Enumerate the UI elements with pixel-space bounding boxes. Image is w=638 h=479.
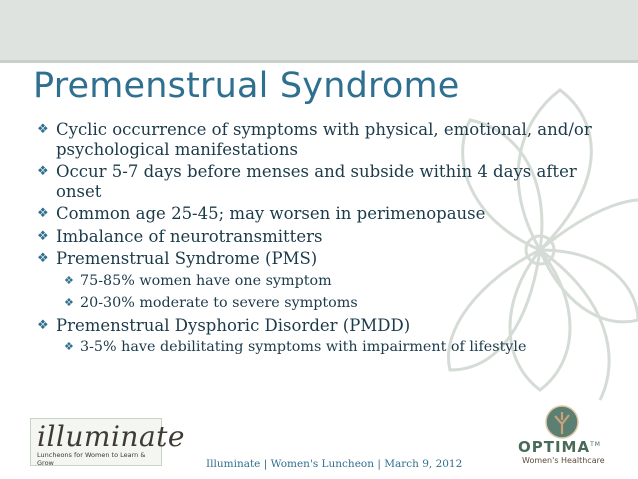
- sub-bullet-item: [34, 294, 604, 312]
- bullet-item: [34, 227, 604, 247]
- diamond-bullet-icon: ❖: [37, 251, 49, 266]
- bullet-item: [34, 204, 604, 224]
- bullet-item: [34, 120, 604, 159]
- bullet-item: [34, 162, 604, 201]
- bullet-item: [34, 316, 604, 336]
- bullet-text: Premenstrual Dysphoric Disorder (PMDD): [56, 315, 411, 335]
- slide-title: Premenstrual Syndrome: [33, 66, 460, 106]
- optima-tree-icon: [537, 404, 587, 440]
- illuminate-logo-tagline: Luncheons for Women to Learn & Grow: [37, 451, 146, 467]
- bullet-text: 75-85% women have one symptom: [80, 272, 332, 289]
- diamond-bullet-icon: ❖: [64, 295, 74, 309]
- bullet-list: [34, 120, 604, 360]
- trademark-mark: TM: [590, 441, 601, 448]
- diamond-bullet-icon: ❖: [37, 206, 49, 221]
- diamond-bullet-icon: ❖: [64, 273, 74, 287]
- bullet-text: 20-30% moderate to severe symptoms: [80, 294, 358, 311]
- sub-bullet-item: [34, 272, 604, 290]
- bullet-item: [34, 249, 604, 269]
- diamond-bullet-icon: ❖: [37, 122, 49, 137]
- diamond-bullet-icon: ❖: [64, 340, 74, 353]
- optima-logo-subtitle: Women's Healthcare: [522, 456, 605, 465]
- sub-bullet-item: [34, 338, 604, 356]
- diamond-bullet-icon: ❖: [37, 228, 49, 244]
- diamond-bullet-icon: ❖: [37, 164, 49, 179]
- bullet-text: Imbalance of neurotransmitters: [56, 226, 323, 246]
- bullet-text: Premenstrual Syndrome (PMS): [56, 249, 318, 268]
- bullet-text: 3-5% have debilitating symptoms with impairment of lifestyle: [80, 339, 527, 355]
- bullet-text: Cyclic occurrence of symptoms with physical, emotional, and/or psychological manifestations: [56, 120, 592, 159]
- bullet-text: Common age 25-45; may worsen in perimenopause: [56, 204, 486, 223]
- bullet-text: Occur 5-7 days before menses and subside within 4 days after onset: [56, 162, 577, 201]
- optima-logo-name: OPTIMA™: [518, 438, 601, 456]
- illuminate-logo-word: illuminate: [37, 420, 185, 453]
- illuminate-logo: [30, 418, 185, 467]
- diamond-bullet-icon: ❖: [37, 317, 49, 333]
- slide-footer: Illuminate | Women's Luncheon | March 9, 2012: [206, 458, 463, 470]
